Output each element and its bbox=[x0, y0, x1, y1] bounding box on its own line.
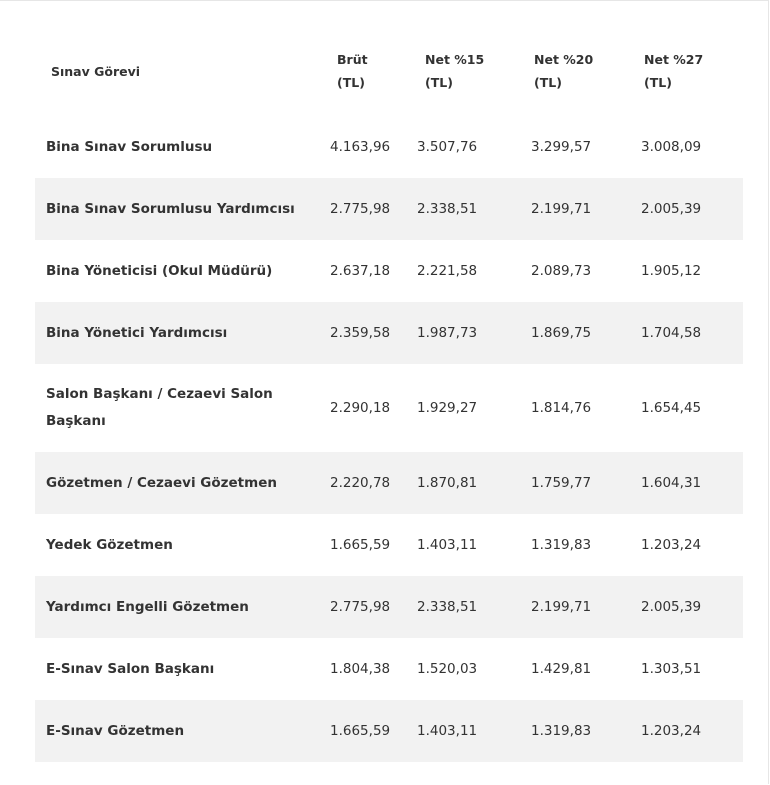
table-row bbox=[35, 364, 743, 452]
role-cell: Salon Başkanı / Cezaevi Salon Başkanı bbox=[46, 386, 273, 429]
header-gross-title: Brüt bbox=[337, 52, 368, 67]
role-cell: E-Sınav Salon Başkanı bbox=[46, 660, 215, 677]
net20-cell: 1.429,81 bbox=[531, 661, 592, 677]
net15-cell: 1.520,03 bbox=[417, 661, 478, 677]
net15-cell: 1.870,81 bbox=[415, 452, 524, 514]
net27-cell: 1.203,24 bbox=[634, 700, 743, 762]
header-net15-unit: (TL) bbox=[425, 75, 453, 90]
net27-cell: 1.303,51 bbox=[641, 661, 702, 677]
net15-cell: 1.403,11 bbox=[417, 537, 478, 553]
net27-cell: 1.654,45 bbox=[641, 400, 702, 416]
header-net27-unit: (TL) bbox=[644, 75, 672, 90]
net27-cell: 1.203,24 bbox=[641, 537, 702, 553]
net27-cell: 3.008,09 bbox=[641, 139, 702, 155]
table-row bbox=[35, 700, 743, 762]
net27-cell: 2.005,39 bbox=[634, 178, 743, 240]
gross-cell: 1.804,38 bbox=[330, 661, 391, 677]
net20-cell: 1.319,83 bbox=[531, 537, 592, 553]
net27-cell: 1.704,58 bbox=[634, 302, 743, 364]
net15-cell: 1.929,27 bbox=[417, 400, 478, 416]
role-cell: Gözetmen / Cezaevi Gözetmen bbox=[35, 452, 327, 514]
header-net20 bbox=[524, 26, 634, 116]
role-cell: Bina Yöneticisi (Okul Müdürü) bbox=[46, 262, 273, 279]
header-net20-title: Net %20 bbox=[534, 52, 594, 67]
gross-cell: 1.665,59 bbox=[330, 537, 391, 553]
table-row bbox=[35, 178, 743, 240]
header-gross bbox=[327, 26, 415, 116]
net20-cell: 3.299,57 bbox=[531, 139, 592, 155]
gross-cell: 2.637,18 bbox=[330, 263, 391, 279]
header-net15-title: Net %15 bbox=[425, 52, 485, 67]
table-row bbox=[35, 302, 743, 364]
gross-cell: 2.220,78 bbox=[327, 452, 415, 514]
table-row bbox=[35, 514, 743, 576]
table-row bbox=[35, 240, 743, 302]
header-net20-unit: (TL) bbox=[534, 75, 562, 90]
gross-cell: 2.775,98 bbox=[327, 178, 415, 240]
role-cell: Yedek Gözetmen bbox=[46, 536, 173, 553]
net15-cell: 2.338,51 bbox=[415, 576, 524, 638]
net27-cell: 1.905,12 bbox=[641, 263, 702, 279]
net20-cell: 2.089,73 bbox=[531, 263, 592, 279]
net15-cell: 1.987,73 bbox=[415, 302, 524, 364]
role-cell: Bina Yönetici Yardımcısı bbox=[35, 302, 327, 364]
table-row bbox=[35, 638, 743, 700]
header-net15 bbox=[415, 26, 524, 116]
table-row bbox=[35, 452, 743, 514]
header-role: Sınav Görevi bbox=[51, 63, 141, 79]
exam-fee-table bbox=[35, 26, 743, 762]
net20-cell: 1.869,75 bbox=[524, 302, 634, 364]
role-cell: Yardımcı Engelli Gözetmen bbox=[35, 576, 327, 638]
role-cell: Bina Sınav Sorumlusu Yardımcısı bbox=[35, 178, 327, 240]
gross-cell: 2.359,58 bbox=[327, 302, 415, 364]
header-gross-unit: (TL) bbox=[337, 75, 365, 90]
role-cell: Bina Sınav Sorumlusu bbox=[46, 138, 213, 155]
table-row bbox=[35, 576, 743, 638]
header-row bbox=[35, 26, 743, 116]
table-header bbox=[35, 26, 743, 116]
net20-cell: 2.199,71 bbox=[524, 576, 634, 638]
net15-cell: 2.221,58 bbox=[417, 263, 478, 279]
net27-cell: 1.604,31 bbox=[634, 452, 743, 514]
header-net27-title: Net %27 bbox=[644, 52, 704, 67]
role-cell: E-Sınav Gözetmen bbox=[35, 700, 327, 762]
net20-cell: 1.759,77 bbox=[524, 452, 634, 514]
net15-cell: 3.507,76 bbox=[417, 139, 478, 155]
net27-cell: 2.005,39 bbox=[634, 576, 743, 638]
net20-cell: 1.814,76 bbox=[531, 400, 592, 416]
gross-cell: 2.775,98 bbox=[327, 576, 415, 638]
net15-cell: 2.338,51 bbox=[415, 178, 524, 240]
gross-cell: 1.665,59 bbox=[327, 700, 415, 762]
header-net27 bbox=[634, 26, 743, 116]
net20-cell: 1.319,83 bbox=[524, 700, 634, 762]
table-row bbox=[35, 116, 743, 178]
gross-cell: 2.290,18 bbox=[330, 400, 391, 416]
net20-cell: 2.199,71 bbox=[524, 178, 634, 240]
net15-cell: 1.403,11 bbox=[415, 700, 524, 762]
table-body bbox=[35, 116, 743, 762]
gross-cell: 4.163,96 bbox=[330, 139, 391, 155]
